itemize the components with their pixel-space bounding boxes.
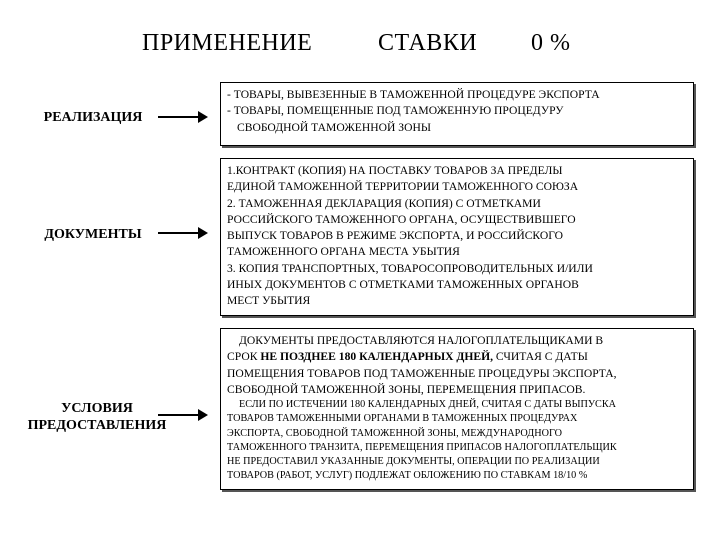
text-line: 2. ТАМОЖЕННАЯ ДЕКЛАРАЦИЯ (КОПИЯ) С ОТМЕТКАМИ xyxy=(227,196,541,210)
box-realization xyxy=(220,82,694,146)
deadline-highlight: НЕ ПОЗДНЕЕ 180 КАЛЕНДАРНЫХ ДНЕЙ, xyxy=(260,350,493,364)
title-part-application: ПРИМЕНЕНИЕ xyxy=(142,30,313,56)
label-documents: ДОКУМЕНТЫ xyxy=(44,227,142,242)
text-line: ПОМЕЩЕНИЯ ТОВАРОВ ПОД ТАМОЖЕННЫЕ ПРОЦЕДУРЫ ЭКСПОРТА, xyxy=(227,366,617,380)
arrow-realization xyxy=(158,116,206,118)
text-line: СВОБОДНОЙ ТАМОЖЕННОЙ ЗОНЫ xyxy=(237,120,431,134)
text-line: ТОВАРОВ (РАБОТ, УСЛУГ) ПОДЛЕЖАТ ОБЛОЖЕНИЮ ПО СТАВКАМ 18/10 % xyxy=(227,470,588,482)
text-line: МЕСТ УБЫТИЯ xyxy=(227,294,311,308)
box-conditions xyxy=(220,328,694,490)
text-fragment: СЧИТАЯ С ДАТЫ xyxy=(493,350,588,364)
label-conditions-line2: ПРЕДОСТАВЛЕНИЯ xyxy=(27,418,167,433)
text-line: ДОКУМЕНТЫ ПРЕДОСТАВЛЯЮТСЯ НАЛОГОПЛАТЕЛЬЩИКАМИ В xyxy=(239,334,604,347)
text-line: НЕ ПРЕДОСТАВИЛ УКАЗАННЫЕ ДОКУМЕНТЫ, ОПЕРАЦИИ ПО РЕАЛИЗАЦИИ xyxy=(227,456,600,467)
arrow-documents xyxy=(158,232,206,234)
text-line: ТАМОЖЕННОГО ТРАНЗИТА, ПЕРЕМЕЩЕНИЯ ПРИПАСОВ НАЛОГОПЛАТЕЛЬЩИК xyxy=(227,441,617,453)
text-line xyxy=(227,349,687,365)
arrow-conditions xyxy=(158,414,206,416)
text-line: ТАМОЖЕННОГО ОРГАНА МЕСТА УБЫТИЯ xyxy=(227,245,460,259)
text-line: ЭКСПОРТА, СВОБОДНОЙ ТАМОЖЕННОЙ ЗОНЫ, МЕЖДУНАРОДНОГО xyxy=(227,427,562,439)
text-line: 1.КОНТРАКТ (КОПИЯ) НА ПОСТАВКУ ТОВАРОВ ЗА ПРЕДЕЛЫ xyxy=(227,164,563,177)
text-line: ТОВАРОВ ТАМОЖЕННЫМИ ОРГАНАМИ В ТАМОЖЕННЫХ ПРОЦЕДУРАХ xyxy=(227,413,578,425)
text-line: РОССИЙСКОГО ТАМОЖЕННОГО ОРГАНА, ОСУЩЕСТВИВШЕГО xyxy=(227,212,576,226)
text-line: - ТОВАРЫ, ПОМЕЩЕННЫЕ ПОД ТАМОЖЕННУЮ ПРОЦЕДУРУ xyxy=(227,104,564,118)
box-documents xyxy=(220,158,694,316)
text-fragment: СРОК xyxy=(227,350,261,364)
title-part-rate: СТАВКИ xyxy=(378,30,478,56)
text-line: ЕДИНОЙ ТАМОЖЕННОЙ ТЕРРИТОРИИ ТАМОЖЕННОГО СОЮЗА xyxy=(227,180,579,194)
title-part-percent: 0 % xyxy=(531,30,571,56)
label-conditions xyxy=(22,400,172,434)
text-line: СВОБОДНОЙ ТАМОЖЕННОЙ ЗОНЫ, ПЕРЕМЕЩЕНИЯ ПРИПАСОВ. xyxy=(227,382,586,396)
label-conditions-line1: УСЛОВИЯ xyxy=(61,401,133,416)
text-line: ЕСЛИ ПО ИСТЕЧЕНИИ 180 КАЛЕНДАРНЫХ ДНЕЙ, СЧИТАЯ С ДАТЫ ВЫПУСКА xyxy=(239,399,616,411)
text-line: 3. КОПИЯ ТРАНСПОРТНЫХ, ТОВАРОСОПРОВОДИТЕЛЬНЫХ И/ИЛИ xyxy=(227,261,593,275)
text-line: ВЫПУСК ТОВАРОВ В РЕЖИМЕ ЭКСПОРТА, И РОССИЙСКОГО xyxy=(227,229,564,243)
label-realization: РЕАЛИЗАЦИЯ xyxy=(43,110,143,125)
text-line: - ТОВАРЫ, ВЫВЕЗЕННЫЕ В ТАМОЖЕННОЙ ПРОЦЕДУРЕ ЭКСПОРТА xyxy=(227,88,600,101)
text-line: ИНЫХ ДОКУМЕНТОВ С ОТМЕТКАМИ ТАМОЖЕННЫХ ОРГАНОВ xyxy=(227,278,579,292)
